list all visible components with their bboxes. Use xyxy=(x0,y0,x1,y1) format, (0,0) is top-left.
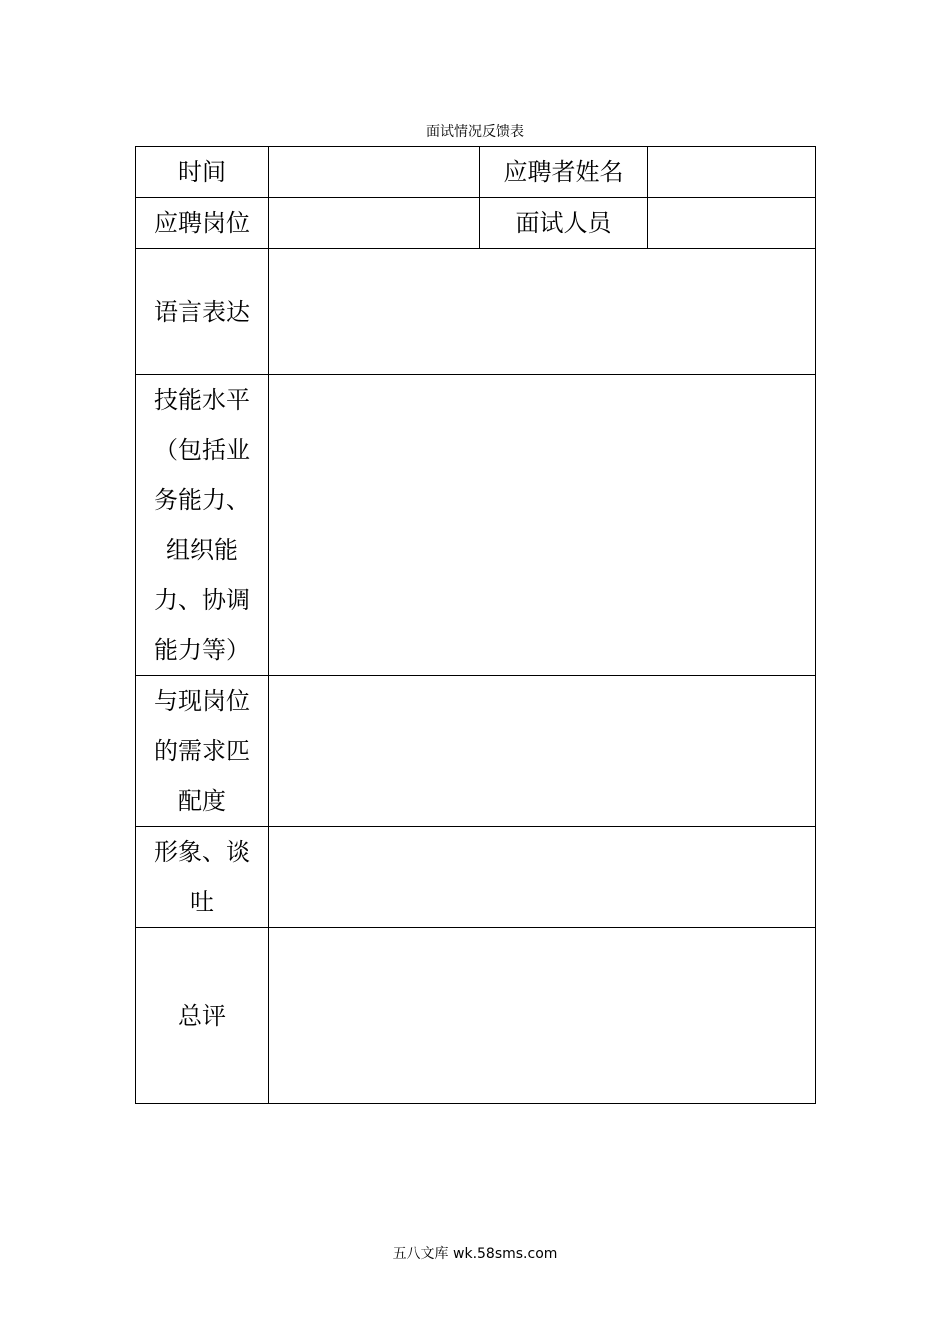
document-title: 面试情况反馈表 xyxy=(426,124,524,140)
time-label: 时间 xyxy=(136,147,269,198)
table-row xyxy=(136,928,816,1104)
table-row xyxy=(136,827,816,928)
appearance-speech-label: 形象、谈吐 xyxy=(136,827,269,928)
overall-evaluation-label: 总评 xyxy=(136,928,269,1104)
interviewer-field[interactable] xyxy=(648,198,816,249)
footer-watermark: 五八文库 wk.58sms.com xyxy=(392,1246,558,1262)
applicant-name-field[interactable] xyxy=(648,147,816,198)
interview-feedback-table xyxy=(135,146,816,1104)
skill-level-label: 技能水平（包括业务能力、组织能力、协调能力等） xyxy=(136,375,269,676)
language-expression-field[interactable] xyxy=(269,249,816,375)
position-match-label: 与现岗位的需求匹配度 xyxy=(136,676,269,827)
applicant-name-label: 应聘者姓名 xyxy=(480,147,648,198)
table-row xyxy=(136,198,816,249)
language-expression-label: 语言表达 xyxy=(136,249,269,375)
appearance-speech-field[interactable] xyxy=(269,827,816,928)
overall-evaluation-field[interactable] xyxy=(269,928,816,1104)
skill-level-field[interactable] xyxy=(269,375,816,676)
table-row xyxy=(136,375,816,676)
position-label: 应聘岗位 xyxy=(136,198,269,249)
position-match-field[interactable] xyxy=(269,676,816,827)
interviewer-label: 面试人员 xyxy=(480,198,648,249)
time-field[interactable] xyxy=(269,147,480,198)
position-field[interactable] xyxy=(269,198,480,249)
table-row xyxy=(136,249,816,375)
table-row xyxy=(136,676,816,827)
table-row xyxy=(136,147,816,198)
